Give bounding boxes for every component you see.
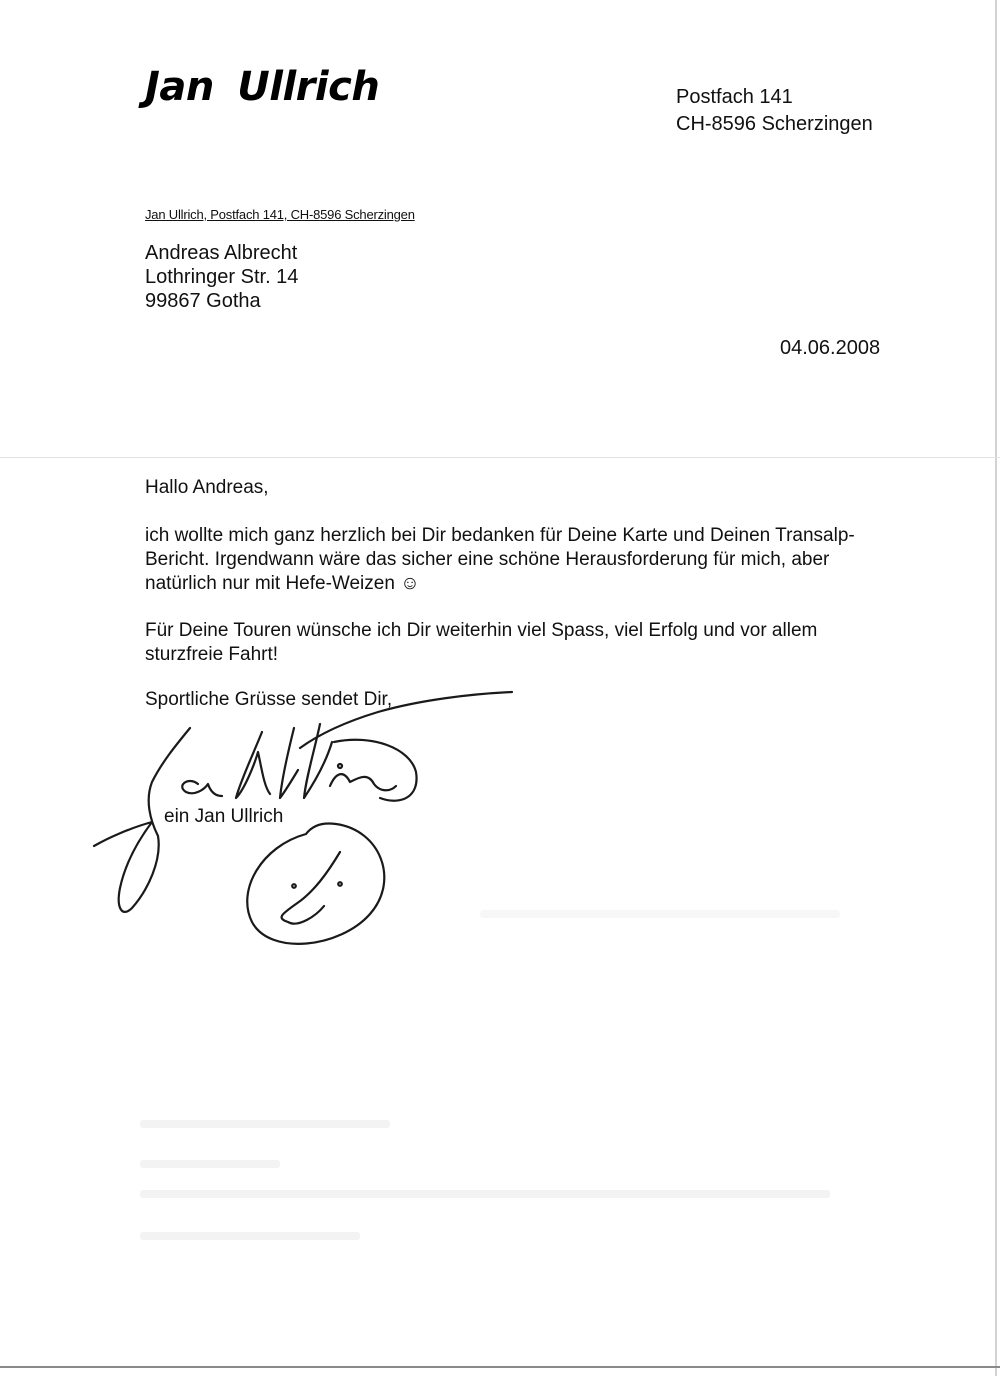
paragraph-wishes-line-2: sturzfreie Fahrt! bbox=[145, 644, 279, 665]
sender-line-1: Postfach 141 bbox=[676, 86, 793, 108]
bleed-through-mark bbox=[140, 1160, 280, 1168]
bleed-through-mark bbox=[140, 1232, 360, 1240]
signature-i-dot bbox=[338, 764, 342, 768]
signature-u-stroke bbox=[236, 732, 270, 798]
paragraph-thanks-line-2: Bericht. Irgendwann wäre das sicher eine schöne Herausforderung für mich, aber bbox=[145, 549, 830, 570]
signature-strokes bbox=[94, 692, 512, 944]
signature-l1-stroke bbox=[280, 728, 298, 798]
paragraph-thanks-line-1: ich wollte mich ganz herzlich bei Dir bedanken für Deine Karte und Deinen Transalp- bbox=[145, 525, 855, 546]
recipient-name: Andreas Albrecht bbox=[145, 242, 298, 264]
letter-date: 04.06.2008 bbox=[780, 337, 881, 359]
bleed-through-mark bbox=[140, 1190, 830, 1198]
paragraph-thanks-line-3: natürlich nur mit Hefe-Weizen ☺ bbox=[145, 573, 420, 594]
signature-smiley-mouth bbox=[282, 852, 340, 924]
signature-smiley-face bbox=[247, 823, 384, 943]
recipient-city: 99867 Gotha bbox=[145, 290, 261, 312]
signature-smiley-eye-right bbox=[338, 882, 342, 886]
signature-j-stroke bbox=[94, 728, 190, 912]
bleed-through-mark bbox=[140, 1120, 390, 1128]
sender-line-2: CH-8596 Scherzingen bbox=[676, 113, 873, 135]
signoff-line: ein Jan Ullrich bbox=[164, 806, 284, 827]
greeting: Hallo Andreas, bbox=[145, 477, 269, 498]
signature-smiley-eye-left bbox=[292, 884, 296, 888]
return-address-line: Jan Ullrich, Postfach 141, CH-8596 Scherzingen bbox=[145, 207, 415, 222]
recipient-street: Lothringer Str. 14 bbox=[145, 266, 299, 288]
closing-line: Sportliche Grüsse sendet Dir, bbox=[145, 689, 393, 710]
signature-loop-stroke bbox=[334, 740, 417, 801]
signature-top-stroke bbox=[300, 692, 512, 748]
letterhead-name: Jan Ullrich bbox=[145, 64, 380, 110]
signature-l2-stroke bbox=[304, 724, 332, 798]
paragraph-wishes-line-1: Für Deine Touren wünsche ich Dir weiterhin viel Spass, viel Erfolg und vor allem bbox=[145, 620, 818, 641]
signature-a-stroke bbox=[182, 781, 222, 796]
bleed-through-mark bbox=[480, 910, 840, 918]
signature-rich-stroke bbox=[330, 774, 396, 790]
